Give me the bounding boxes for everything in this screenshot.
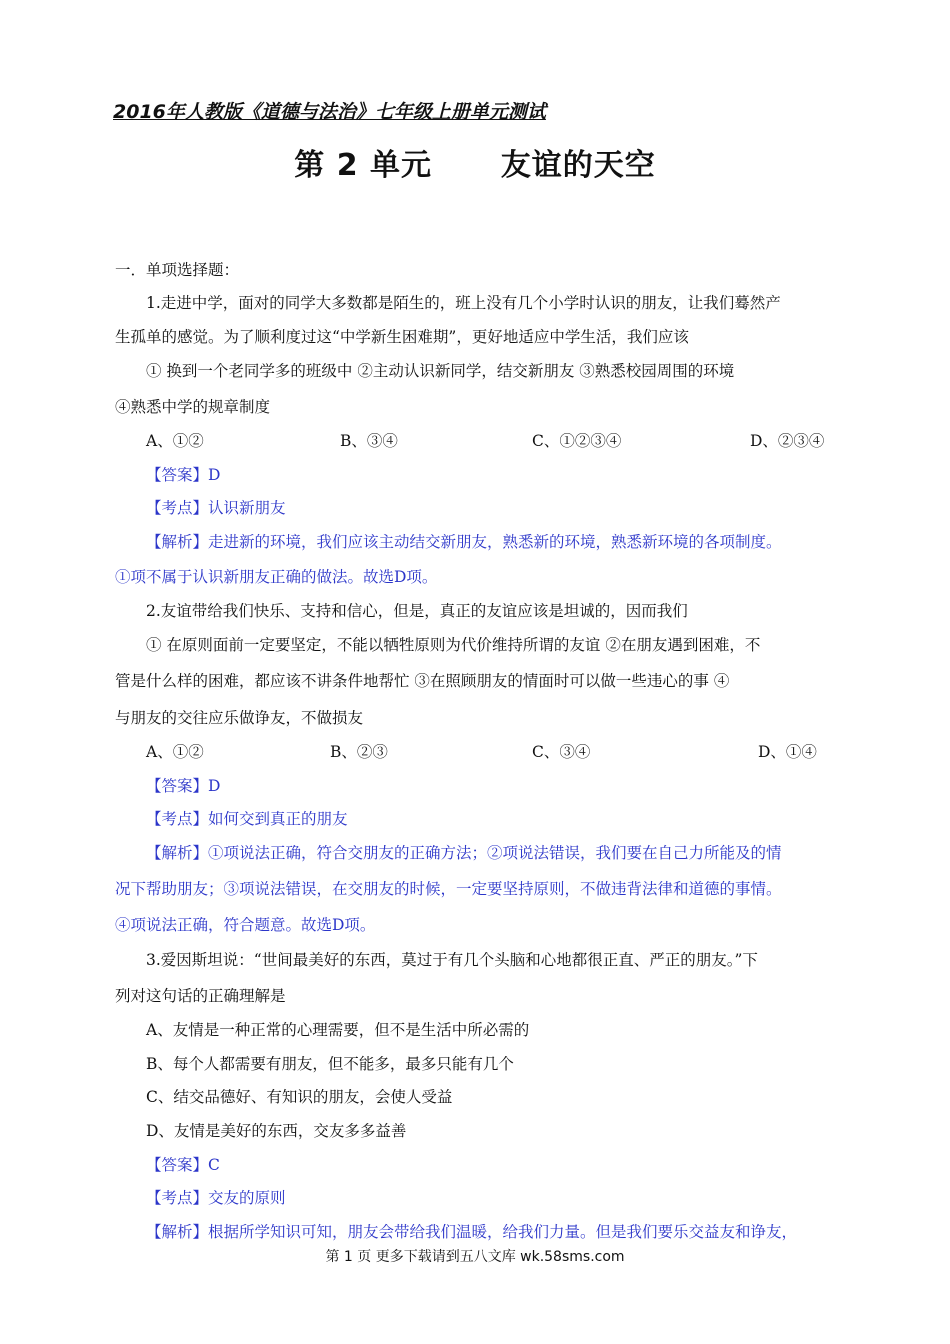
q2-analysis-line-1: 【解析】①项说法正确，符合交朋友的正确方法；②项说法错误，我们要在自己力所能及的情 (146, 844, 782, 862)
q2-items-line-1: ① 在原则面前一定要坚定，不能以牺牲原则为代价维持所谓的友谊 ②在朋友遇到困难，不 (146, 636, 761, 654)
q1-items-line-2: ④熟悉中学的规章制度 (115, 398, 271, 416)
q1-items-line-1: ① 换到一个老同学多的班级中 ②主动认识新同学，结交新朋友 ③熟悉校园周围的环境 (146, 362, 735, 380)
q2-items-line-2: 管是什么样的困难，都应该不讲条件地帮忙 ③在照顾朋友的情面时可以做一些违心的事 ④ (115, 672, 730, 690)
q1-stem-line-1: 1.走进中学，面对的同学大多数都是陌生的，班上没有几个小学时认识的朋友，让我们蓦然产 (146, 294, 781, 312)
q3-option-d: D、友情是美好的东西，交友多多益善 (146, 1122, 407, 1140)
q2-point: 【考点】如何交到真正的朋友 (146, 810, 348, 828)
document-subtitle: 2016年人教版《道德与法治》七年级上册单元测试 (113, 101, 546, 123)
q1-option-a: A、①② (146, 432, 204, 450)
q1-option-d: D、②③④ (750, 432, 825, 450)
page-footer: 第 1 页 更多下载请到五八文库 wk.58sms.com (325, 1249, 625, 1265)
q2-option-c: C、③④ (532, 743, 591, 761)
q2-analysis-line-3: ④项说法正确，符合题意。故选D项。 (115, 916, 376, 934)
q3-analysis-line-1: 【解析】根据所学知识可知，朋友会带给我们温暖，给我们力量。但是我们要乐交益友和诤友， (146, 1223, 798, 1241)
q1-stem-line-2: 生孤单的感觉。为了顺利度过这“中学新生困难期”，更好地适应中学生活，我们应该 (115, 328, 689, 346)
q2-analysis-line-2: 况下帮助朋友；③项说法错误，在交朋友的时候，一定要坚持原则，不做违背法律和道德的事情。 (115, 880, 782, 898)
q2-option-d: D、①④ (758, 743, 817, 761)
q2-option-b: B、②③ (330, 743, 388, 761)
document-title: 第 2 单元 友谊的天空 (294, 148, 656, 183)
q2-items-line-3: 与朋友的交往应乐做诤友，不做损友 (115, 709, 364, 727)
q1-analysis-line-1: 【解析】走进新的环境，我们应该主动结交新朋友，熟悉新的环境，熟悉新环境的各项制度。 (146, 533, 782, 551)
q1-option-c: C、①②③④ (532, 432, 622, 450)
section-heading: 一．单项选择题： (115, 261, 240, 279)
q1-option-b: B、③④ (340, 432, 398, 450)
q3-option-a: A、友情是一种正常的心理需要，但不是生活中所必需的 (146, 1021, 530, 1039)
q3-option-b: B、每个人都需要有朋友，但不能多，最多只能有几个 (146, 1055, 514, 1073)
q3-point: 【考点】交友的原则 (146, 1189, 286, 1207)
q1-point: 【考点】认识新朋友 (146, 499, 286, 517)
q3-answer: 【答案】C (146, 1156, 220, 1174)
q1-answer: 【答案】D (146, 466, 221, 484)
q3-stem-line-1: 3.爱因斯坦说：“世间最美好的东西，莫过于有几个头脑和心地都很正直、严正的朋友。”下 (146, 951, 758, 969)
q2-stem-line-1: 2.友谊带给我们快乐、支持和信心，但是，真正的友谊应该是坦诚的，因而我们 (146, 602, 688, 620)
q3-stem-line-2: 列对这句话的正确理解是 (115, 987, 286, 1005)
q2-answer: 【答案】D (146, 777, 221, 795)
q1-analysis-line-2: ①项不属于认识新朋友正确的做法。故选D项。 (115, 568, 438, 586)
q2-option-a: A、①② (146, 743, 204, 761)
q3-option-c: C、结交品德好、有知识的朋友，会使人受益 (146, 1088, 453, 1106)
